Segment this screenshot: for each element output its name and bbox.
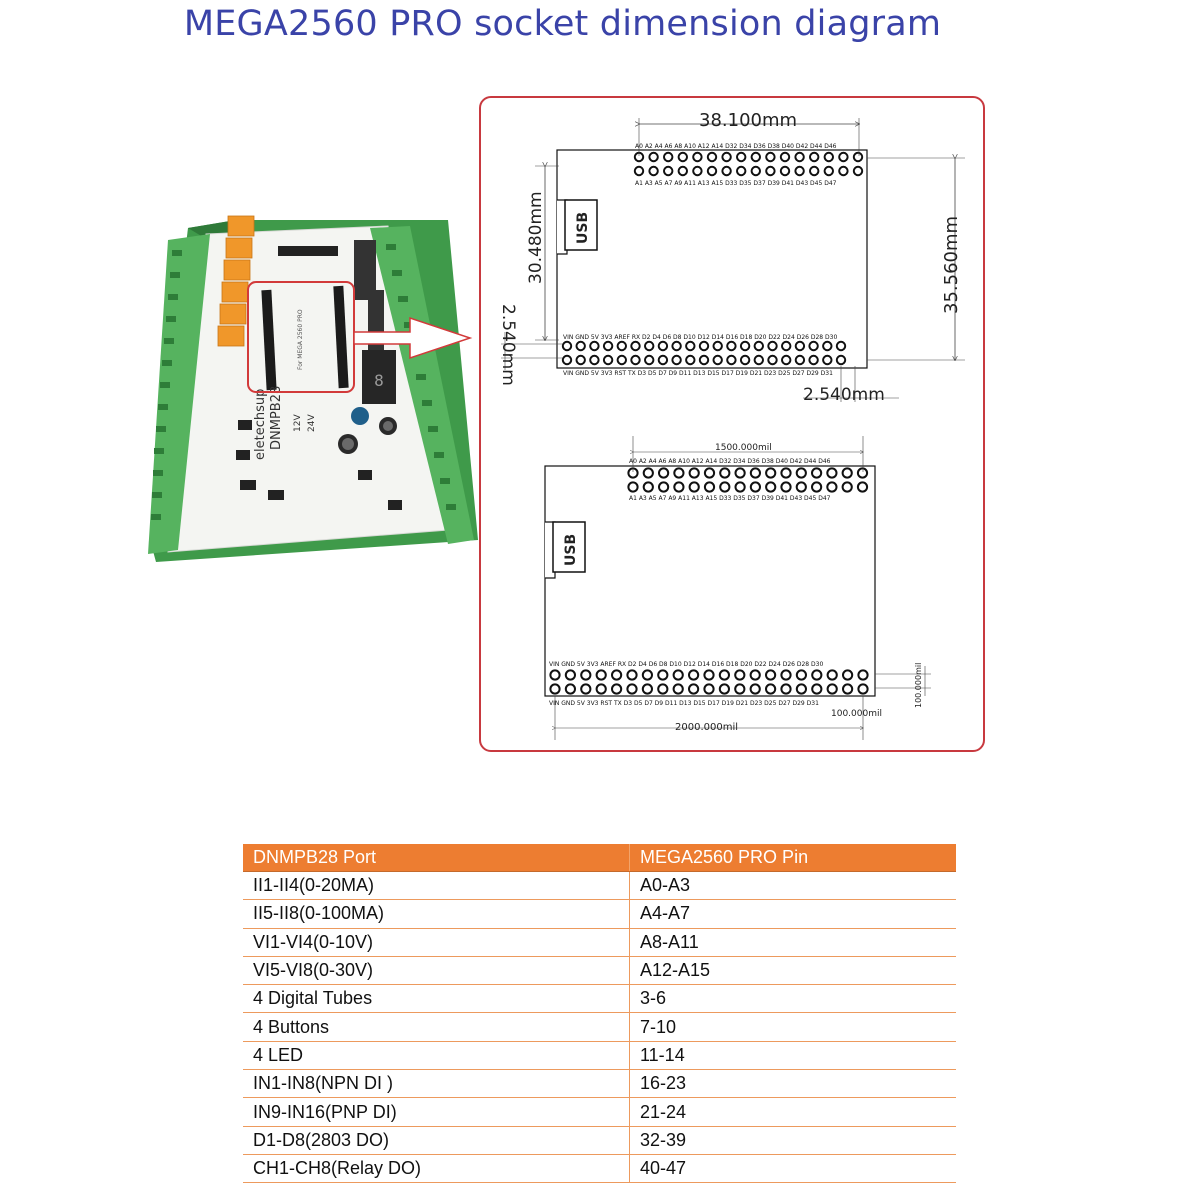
port-cell: 4 Digital Tubes — [243, 985, 630, 1013]
table-row — [243, 928, 956, 956]
pin-hole — [618, 342, 626, 350]
pin-hole — [843, 482, 852, 491]
pin-hole — [781, 684, 790, 693]
pin-mapping-table — [243, 844, 956, 1183]
pin-hole — [839, 153, 847, 161]
pin-cell: A8-A11 — [630, 928, 957, 956]
socket-diagram — [479, 96, 985, 752]
pin-hole — [644, 482, 653, 491]
usb-label-top: USB — [575, 211, 591, 244]
pin-hole — [741, 342, 749, 350]
header-port: DNMPB28 Port — [243, 844, 630, 872]
top-width-label: 38.100mm — [699, 110, 798, 131]
pin-hole — [674, 468, 683, 477]
pin-hole — [795, 167, 803, 175]
pin-hole — [823, 342, 831, 350]
pin-hole — [828, 684, 837, 693]
pin-hole — [720, 670, 729, 679]
pin-hole — [550, 684, 559, 693]
port-cell: IN9-IN16(PNP DI) — [243, 1098, 630, 1126]
pin-hole — [751, 482, 760, 491]
top-row-labels: A0 A2 A4 A6 A8 A10 A12 A14 D32 D34 D36 D38 D40 D42 D44 D46 — [635, 143, 837, 150]
top-row2-labels: A1 A3 A5 A7 A9 A11 A13 A15 D33 D35 D37 D39 D41 D43 D45 D47 — [635, 180, 837, 187]
pin-hole — [720, 684, 729, 693]
pin-hole — [858, 684, 867, 693]
pin-hole — [843, 468, 852, 477]
pin-hole — [843, 670, 852, 679]
pin-hole — [766, 482, 775, 491]
bv-bottom-row-labels: VIN GND 5V 3V3 AREF RX D2 D4 D6 D8 D10 D12 D14 D16 D18 D20 D22 D24 D26 D28 D30 — [549, 661, 824, 668]
pin-hole — [708, 167, 716, 175]
port-cell: II1-II4(0-20MA) — [243, 872, 630, 900]
pin-hole — [693, 153, 701, 161]
pin-hole — [631, 342, 639, 350]
top-view — [498, 110, 965, 405]
pin-hole — [659, 342, 667, 350]
pin-hole — [628, 482, 637, 491]
pin-hole — [720, 482, 729, 491]
table-row — [243, 956, 956, 984]
pin-hole — [812, 468, 821, 477]
table-row — [243, 900, 956, 928]
pin-hole — [693, 167, 701, 175]
port-cell: D1-D8(2803 DO) — [243, 1126, 630, 1154]
pin-hole — [690, 468, 699, 477]
pin-hole — [810, 167, 818, 175]
pin-hole — [597, 670, 606, 679]
pin-hole — [752, 167, 760, 175]
pin-hole — [674, 482, 683, 491]
pin-hole — [627, 670, 636, 679]
pin-hole — [766, 684, 775, 693]
pin-hole — [781, 468, 790, 477]
pin-hole — [858, 468, 867, 477]
pin-cell: A12-A15 — [630, 956, 957, 984]
board-model-text: DNMPB28 — [269, 385, 284, 450]
usb-offset-label: 30.480mm — [526, 191, 546, 284]
table-row — [243, 1126, 956, 1154]
pin-hole — [686, 342, 694, 350]
pin-hole — [797, 670, 806, 679]
pin-hole — [704, 684, 713, 693]
pin-hole — [766, 153, 774, 161]
table-row — [243, 872, 956, 900]
pitch-left-label: 2.540mm — [498, 304, 518, 386]
pin-hole — [689, 684, 698, 693]
bv-top-row-labels: A0 A2 A4 A6 A8 A10 A12 A14 D32 D34 D36 D38 D40 D42 D44 D46 — [629, 458, 831, 465]
pin-hole — [612, 670, 621, 679]
pin-hole — [828, 670, 837, 679]
pin-hole — [664, 153, 672, 161]
pin-hole — [672, 356, 680, 364]
top-height-label: 35.560mm — [941, 215, 962, 314]
pin-hole — [796, 342, 804, 350]
table-row — [243, 1154, 956, 1182]
pin-hole — [812, 670, 821, 679]
pin-hole — [566, 670, 575, 679]
pin-hole — [796, 356, 804, 364]
pin-hole — [827, 482, 836, 491]
board-photo — [148, 210, 478, 580]
pin-hole — [645, 356, 653, 364]
pin-hole — [781, 167, 789, 175]
pin-hole — [797, 482, 806, 491]
pin-hole — [823, 356, 831, 364]
pin-hole — [597, 684, 606, 693]
pin-hole — [720, 468, 729, 477]
pin-hole — [795, 153, 803, 161]
pin-hole — [837, 356, 845, 364]
pin-hole — [643, 684, 652, 693]
board-brand-text: eletechsup — [253, 388, 268, 460]
pin-hole — [563, 342, 571, 350]
pin-hole — [674, 684, 683, 693]
port-cell: VI5-VI8(0-30V) — [243, 956, 630, 984]
pin-hole — [664, 167, 672, 175]
table-row — [243, 1098, 956, 1126]
pin-hole — [809, 342, 817, 350]
bv-bottom-row2-labels: VIN GND 5V 3V3 RST TX D3 D5 D7 D9 D11 D13 D15 D17 D19 D21 D23 D25 D27 D29 D31 — [549, 700, 819, 707]
pin-hole — [825, 167, 833, 175]
pin-hole — [827, 468, 836, 477]
pin-cell: 16-23 — [630, 1070, 957, 1098]
header-pin: MEGA2560 PRO Pin — [630, 844, 957, 872]
port-cell: II5-II8(0-100MA) — [243, 900, 630, 928]
pin-hole — [768, 342, 776, 350]
pin-hole — [679, 167, 687, 175]
pin-hole — [858, 482, 867, 491]
pin-cell: 3-6 — [630, 985, 957, 1013]
bv-pitch-v-label: 100.000mil — [914, 662, 923, 708]
pin-hole — [689, 670, 698, 679]
pin-cell: 7-10 — [630, 1013, 957, 1041]
pin-hole — [797, 684, 806, 693]
pin-cell: A0-A3 — [630, 872, 957, 900]
table-header-row — [243, 844, 956, 872]
pin-grid-bottom — [550, 468, 867, 693]
pin-hole — [577, 342, 585, 350]
pin-hole — [563, 356, 571, 364]
pin-hole — [722, 167, 730, 175]
pin-hole — [705, 468, 714, 477]
pin-hole — [752, 153, 760, 161]
pin-hole — [722, 153, 730, 161]
pin-hole — [766, 167, 774, 175]
port-cell: CH1-CH8(Relay DO) — [243, 1154, 630, 1182]
pin-hole — [837, 342, 845, 350]
pin-hole — [854, 167, 862, 175]
pin-hole — [751, 670, 760, 679]
bv-pitch-h-label: 100.000mil — [831, 709, 882, 719]
pin-hole — [618, 356, 626, 364]
page-title: MEGA2560 PRO socket dimension diagram — [183, 4, 942, 44]
pin-hole — [708, 153, 716, 161]
pin-hole — [858, 670, 867, 679]
pin-hole — [659, 482, 668, 491]
pin-hole — [704, 670, 713, 679]
pin-hole — [577, 356, 585, 364]
port-cell: IN1-IN8(NPN DI ) — [243, 1070, 630, 1098]
pin-hole — [809, 356, 817, 364]
pin-hole — [690, 482, 699, 491]
pin-hole — [781, 670, 790, 679]
pin-cell: A4-A7 — [630, 900, 957, 928]
pin-hole — [797, 468, 806, 477]
table-row — [243, 1041, 956, 1069]
pin-hole — [612, 684, 621, 693]
pin-cell: 21-24 — [630, 1098, 957, 1126]
pin-hole — [751, 468, 760, 477]
pin-hole — [812, 684, 821, 693]
pin-hole — [781, 482, 790, 491]
bv-bottom-width-label: 2000.000mil — [675, 722, 739, 733]
port-cell: VI1-VI4(0-10V) — [243, 928, 630, 956]
pin-hole — [751, 684, 760, 693]
pin-hole — [727, 356, 735, 364]
pin-hole — [700, 342, 708, 350]
table-row — [243, 1070, 956, 1098]
pin-hole — [679, 153, 687, 161]
pin-cell: 40-47 — [630, 1154, 957, 1182]
pin-hole — [631, 356, 639, 364]
pin-hole — [782, 356, 790, 364]
pin-hole — [550, 670, 559, 679]
pin-hole — [658, 670, 667, 679]
pin-hole — [581, 684, 590, 693]
pin-hole — [700, 356, 708, 364]
pin-hole — [736, 468, 745, 477]
pin-hole — [768, 356, 776, 364]
pin-cell: 11-14 — [630, 1041, 957, 1069]
pin-hole — [735, 684, 744, 693]
pin-hole — [643, 670, 652, 679]
pin-hole — [736, 482, 745, 491]
pin-hole — [649, 167, 657, 175]
pin-hole — [810, 153, 818, 161]
pin-hole — [581, 670, 590, 679]
svg-text:8: 8 — [374, 371, 384, 390]
usb-label-bottom: USB — [563, 533, 579, 566]
table-row — [243, 985, 956, 1013]
pin-hole — [727, 342, 735, 350]
pin-hole — [843, 684, 852, 693]
pin-hole — [604, 356, 612, 364]
pin-hole — [659, 468, 668, 477]
pitch-bottom-label: 2.540mm — [803, 385, 885, 405]
pin-hole — [658, 684, 667, 693]
pin-hole — [659, 356, 667, 364]
pin-hole — [566, 684, 575, 693]
pin-hole — [781, 153, 789, 161]
pin-hole — [672, 342, 680, 350]
bottom-row2-labels: VIN GND 5V 3V3 RST TX D3 D5 D7 D9 D11 D13 D15 D17 D19 D21 D23 D25 D27 D29 D31 — [563, 370, 833, 377]
pin-hole — [737, 153, 745, 161]
voltage-24-text: 24V — [307, 414, 317, 432]
voltage-12-text: 12V — [293, 414, 303, 432]
pin-hole — [737, 167, 745, 175]
pin-hole — [649, 153, 657, 161]
pin-hole — [686, 356, 694, 364]
table-row — [243, 1013, 956, 1041]
pin-hole — [782, 342, 790, 350]
bv-top-row2-labels: A1 A3 A5 A7 A9 A11 A13 A15 D33 D35 D37 D39 D41 D43 D45 D47 — [629, 495, 831, 502]
bottom-row-labels: VIN GND 5V 3V3 AREF RX D2 D4 D6 D8 D10 D12 D14 D16 D18 D20 D22 D24 D26 D28 D30 — [563, 334, 838, 341]
pin-hole — [674, 670, 683, 679]
pin-hole — [714, 342, 722, 350]
port-cell: 4 Buttons — [243, 1013, 630, 1041]
pin-hole — [645, 342, 653, 350]
pin-hole — [741, 356, 749, 364]
pin-hole — [644, 468, 653, 477]
pin-hole — [735, 670, 744, 679]
pin-hole — [635, 167, 643, 175]
pin-hole — [839, 167, 847, 175]
module-text: For MEGA 2560 PRO — [297, 309, 304, 370]
bv-width-label: 1500.000mil — [715, 443, 772, 453]
pin-cell: 32-39 — [630, 1126, 957, 1154]
pin-hole — [755, 342, 763, 350]
pin-hole — [604, 342, 612, 350]
bottom-view — [545, 436, 931, 740]
pin-hole — [854, 153, 862, 161]
pin-hole — [766, 670, 775, 679]
pin-hole — [714, 356, 722, 364]
port-cell: 4 LED — [243, 1041, 630, 1069]
pin-hole — [825, 153, 833, 161]
pin-hole — [590, 342, 598, 350]
pin-hole — [812, 482, 821, 491]
pin-hole — [627, 684, 636, 693]
pin-hole — [755, 356, 763, 364]
pin-hole — [705, 482, 714, 491]
pin-hole — [766, 468, 775, 477]
pin-hole — [590, 356, 598, 364]
